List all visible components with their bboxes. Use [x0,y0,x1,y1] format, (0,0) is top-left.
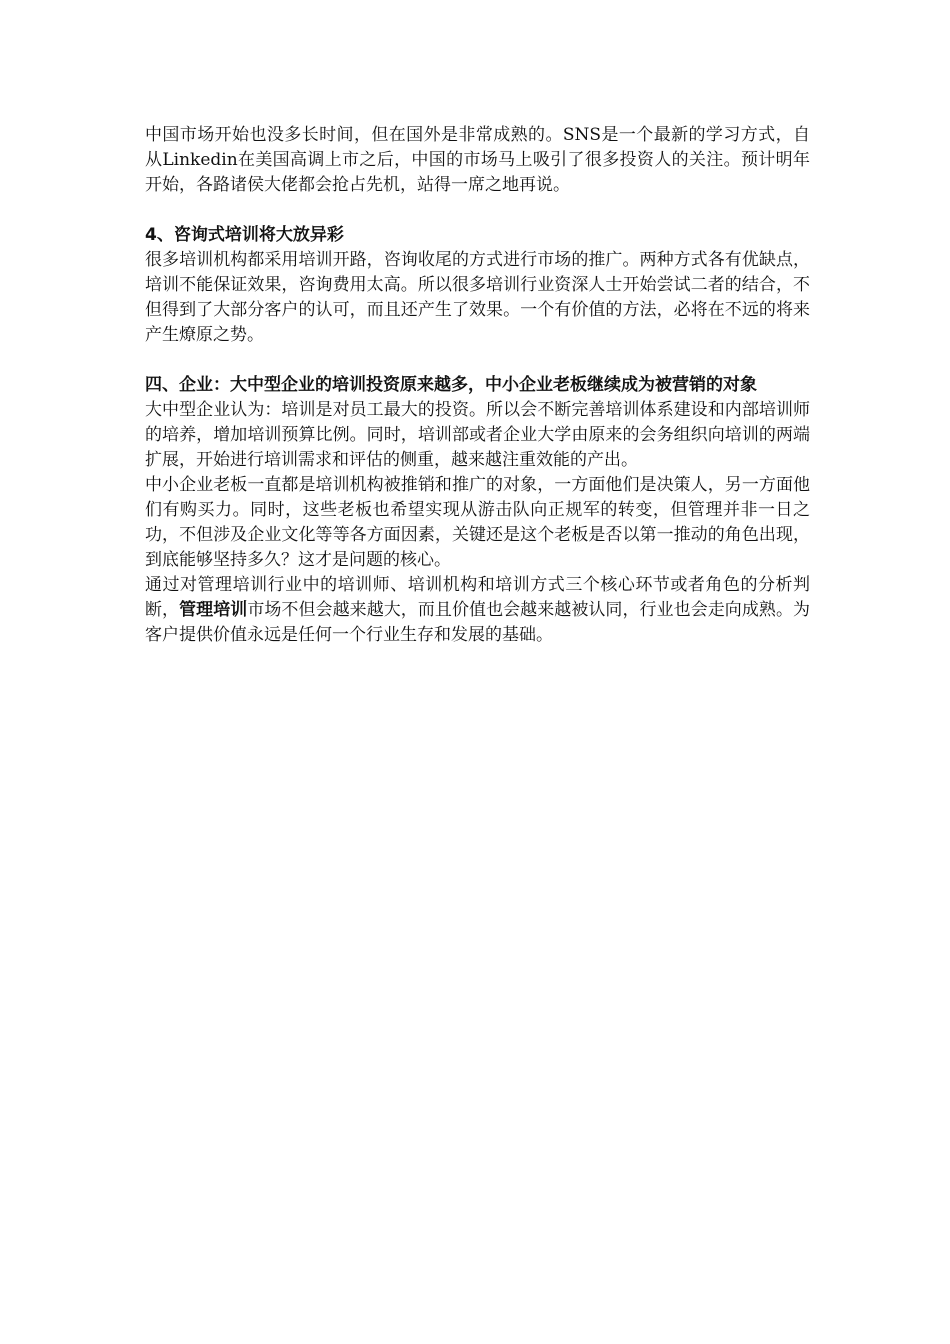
paragraph-large-enterprise: 大中型企业认为：培训是对员工最大的投资。所以会不断完善培训体系建设和内部培训师的培养，增加培训预算比例。同时，培训部或者企业大学由原来的会务组织向培训的两端扩展，开始进行培训需求和评估的侧重，越来越注重效能的产出。 [145,400,810,470]
paragraph-conclusion [145,573,810,648]
document-body [145,123,810,648]
paragraph-sns: 中国市场开始也没多长时间，但在国外是非常成熟的。SNS是一个最新的学习方式，自从Linkedin在美国高调上市之后，中国的市场马上吸引了很多投资人的关注。预计明年开始，各路诸侯大佬都会抢占先机，站得一席之地再说。 [145,125,810,195]
section-heading-enterprise: 四、企业：大中型企业的培训投资原来越多，中小企业老板继续成为被营销的对象 [145,375,757,395]
paragraph-consulting: 很多培训机构都采用培训开路，咨询收尾的方式进行市场的推广。两种方式各有优缺点，培训不能保证效果，咨询费用太高。所以很多培训行业资深人士开始尝试二者的结合，不但得到了大部分客户的认可，而且还产生了效果。一个有价值的方法，必将在不远的将来产生燎原之势。 [145,250,810,345]
paragraph-gap [145,348,810,373]
conclusion-text-start: 通过对管理培训行业中的培训师、培训机构和培训方式三个核心环节或者角色的分析判断， [145,575,810,620]
conclusion-text-end: 市场不但会越来越大，而且价值也会越来越被认同，行业也会走向成熟。为客户提供价值永远是任何一个行业生存和发展的基础。 [145,600,811,645]
paragraph-gap [145,198,810,223]
section-heading-consulting: 4、咨询式培训将大放异彩 [145,225,344,245]
management-training-keyword: 管理培训 [179,600,248,620]
paragraph-small-enterprise: 中小企业老板一直都是培训机构被推销和推广的对象，一方面他们是决策人，另一方面他们有购买力。同时，这些老板也希望实现从游击队向正规军的转变，但管理并非一日之功，不但涉及企业文化等等各方面因素，关键还是这个老板是否以第一推动的角色出现，到底能够坚持多久？这才是问题的核心。 [145,475,810,570]
